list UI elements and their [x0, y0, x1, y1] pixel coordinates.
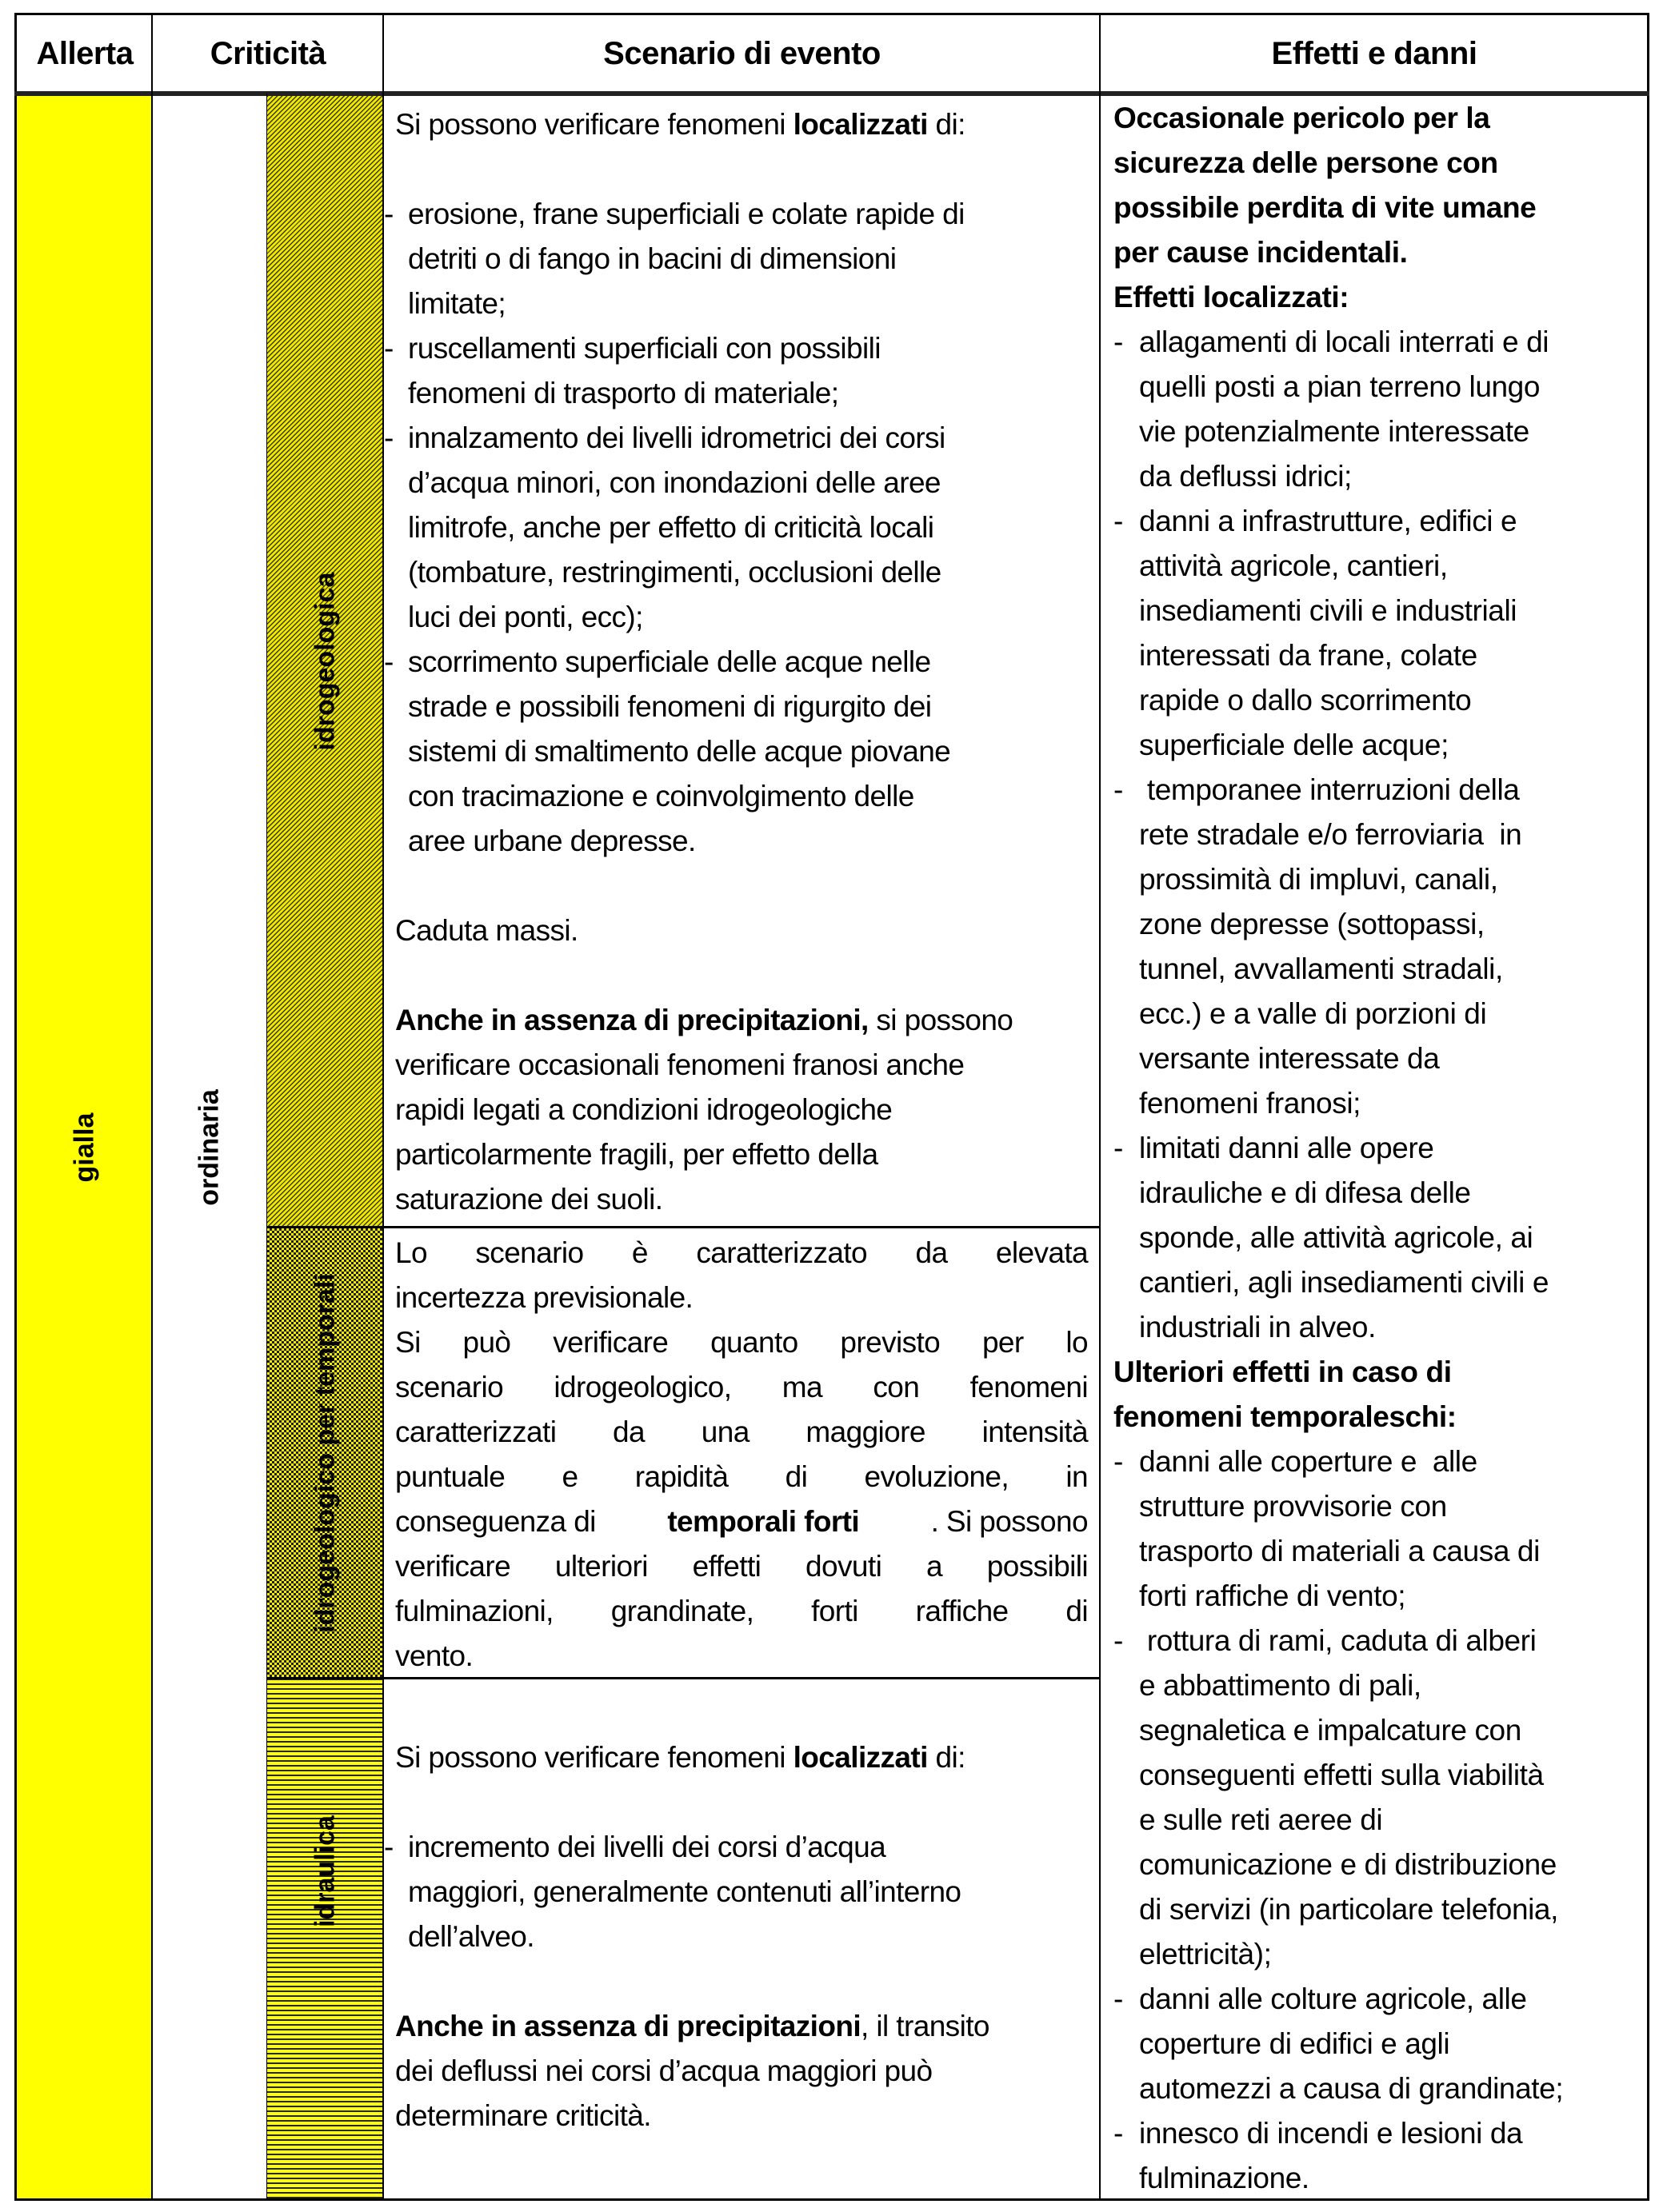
line: puntuale e rapidità di evoluzione, in — [395, 1460, 1088, 1493]
line: fenomeni temporaleschi: — [1113, 1400, 1457, 1433]
text-bold: localizzati — [793, 1741, 928, 1774]
line: maggiori, generalmente contenuti all’interno — [408, 1875, 961, 1908]
line: possibile perdita di vite umane — [1113, 191, 1537, 224]
text: di: — [927, 108, 965, 141]
effetti-bullet — [1113, 1126, 1641, 1350]
line: coperture di edifici e agli — [1139, 2027, 1450, 2060]
text: Si possono verificare fenomeni — [395, 108, 794, 141]
type-label-idraulica: idraulica — [310, 1815, 340, 1928]
scenario-bullet — [384, 1825, 1091, 1959]
line: zone depresse (sottopassi, — [1139, 908, 1485, 940]
line: strutture provvisorie con — [1139, 1490, 1447, 1523]
grid-line — [1099, 13, 1101, 2201]
line: incertezza previsionale. — [395, 1281, 694, 1314]
line: automezzi a causa di grandinate; — [1139, 2072, 1564, 2105]
scenario-temporali — [395, 1231, 1088, 1679]
line: rapidi legati a condizioni idrogeologiche — [395, 1093, 893, 1126]
effetti-column — [1113, 96, 1641, 2201]
bullet-dash: - — [384, 198, 394, 230]
effetti-bullet — [1113, 2111, 1641, 2201]
line: conseguenti effetti sulla viabilità — [1139, 1759, 1544, 1791]
text: di: — [927, 1741, 965, 1774]
type-cell-temporali — [267, 1228, 383, 1677]
bullet-dash: - — [1113, 1132, 1123, 1164]
line: Lo scenario è caratterizzato da elevata — [395, 1236, 1088, 1269]
allerta-cell — [17, 96, 152, 2198]
header-allerta — [17, 15, 153, 92]
line: ruscellamenti superficiali con possibili — [408, 332, 881, 365]
line: tunnel, avvallamenti stradali, — [1139, 952, 1503, 985]
header-scenario — [384, 15, 1100, 92]
scenario-bullet — [384, 326, 1091, 416]
line: dei deflussi nei corsi d’acqua maggiori può — [395, 2054, 933, 2087]
grid-line — [151, 13, 153, 2201]
line: danni alle coperture e alle — [1139, 1445, 1477, 1478]
line: verificare ulteriori effetti dovuti a possibili — [395, 1550, 1088, 1583]
line: dell’alveo. — [408, 1920, 534, 1953]
line: fenomeni di trasporto di materiale; — [408, 377, 839, 409]
allerta-label: gialla — [69, 1112, 99, 1182]
bullet-dash: - — [1113, 325, 1123, 358]
line: superficiale delle acque; — [1139, 729, 1449, 761]
bullet-dash: - — [384, 645, 394, 678]
line: Ulteriori effetti in caso di — [1113, 1356, 1452, 1388]
line: detriti o di fango in bacini di dimensioni — [408, 242, 897, 275]
line: danni alle colture agricole, alle — [1139, 1982, 1527, 2015]
line: fenomeni franosi; — [1139, 1087, 1361, 1120]
line: rapide o dallo scorrimento — [1139, 684, 1472, 717]
bullet-dash: - — [384, 421, 394, 454]
scenario-idraulica — [384, 1735, 1091, 2138]
line: temporanee interruzioni della — [1139, 773, 1520, 806]
line: strade e possibili fenomeni di rigurgito dei — [408, 690, 932, 723]
line: danni a infrastrutture, edifici e — [1139, 505, 1517, 537]
line: forti raffiche di vento; — [1139, 1579, 1406, 1612]
header-criticita — [153, 15, 383, 92]
line: scorrimento superficiale delle acque nelle — [408, 645, 931, 678]
line: comunicazione e di distribuzione — [1139, 1848, 1557, 1881]
bullet-dash: - — [1113, 1445, 1123, 1478]
line: determinare criticità. — [395, 2099, 651, 2132]
effetti-bullet — [1113, 499, 1641, 768]
effetti-bullet — [1113, 768, 1641, 1126]
effetti-bullet — [1113, 1619, 1641, 1977]
line: rottura di rami, caduta di alberi — [1139, 1624, 1537, 1657]
text-bold: localizzati — [793, 108, 928, 141]
line: prossimità di impluvi, canali, — [1139, 863, 1498, 896]
effetti-temporali-heading — [1113, 1350, 1641, 1439]
text-bold: Anche in assenza di precipitazioni, — [395, 1004, 869, 1036]
text: si possono — [868, 1004, 1013, 1036]
text-bold: temporali forti — [667, 1505, 860, 1538]
line: di servizi (in particolare telefonia, — [1139, 1893, 1558, 1926]
bullet-dash: - — [1113, 1982, 1123, 2015]
row-divider — [266, 1226, 1101, 1228]
line: incremento dei livelli dei corsi d’acqua — [408, 1831, 886, 1863]
scenario-idrogeologica — [384, 102, 1091, 1222]
line: particolarmente fragili, per effetto della — [395, 1138, 878, 1171]
bullet-dash: - — [1113, 2117, 1123, 2150]
line: sicurezza delle persone con — [1113, 146, 1498, 179]
scenario-intro — [395, 1735, 1091, 1780]
line: idrauliche e di difesa delle — [1139, 1176, 1471, 1209]
line: sistemi di smaltimento delle acque piovane — [408, 735, 951, 768]
header-effetti-label: Effetti e danni — [1271, 35, 1477, 71]
line: e abbattimento di pali, — [1139, 1669, 1421, 1702]
line: Occasionale pericolo per la — [1113, 102, 1490, 134]
line: Si può verificare quanto previsto per lo — [395, 1326, 1088, 1359]
line: fulminazione. — [1139, 2162, 1309, 2194]
header-allerta-label: Allerta — [36, 35, 134, 71]
line: e sulle reti aeree di — [1139, 1803, 1383, 1836]
line: allagamenti di locali interrati e di — [1139, 325, 1549, 358]
type-cell-idrogeologica — [267, 96, 383, 1226]
line: vento. — [395, 1639, 474, 1672]
line: con tracimazione e coinvolgimento delle — [408, 780, 914, 813]
scenario-bullet — [384, 640, 1091, 864]
grid-line — [266, 94, 267, 2201]
text: Si possono verificare fenomeni — [395, 1741, 794, 1774]
effetti-bullet — [1113, 1439, 1641, 1619]
effetti-intro — [1113, 96, 1641, 275]
line: aree urbane depresse. — [408, 825, 696, 857]
line: innalzamento dei livelli idrometrici dei corsi — [408, 421, 945, 454]
line: trasporto di materiali a causa di — [1139, 1535, 1540, 1567]
bullet-dash: - — [1113, 505, 1123, 537]
anche-paragraph — [395, 2004, 1091, 2049]
line: sponde, alle attività agricole, ai — [1139, 1221, 1533, 1254]
line: innesco di incendi e lesioni da — [1139, 2117, 1523, 2150]
line: luci dei ponti, ecc); — [408, 601, 643, 633]
bullet-dash: - — [384, 332, 394, 365]
line: limitrofe, anche per effetto di criticità locali — [408, 511, 934, 544]
bullet-dash: - — [384, 1831, 394, 1863]
text: . Si possono — [930, 1505, 1088, 1538]
line: limitati danni alle opere — [1139, 1132, 1434, 1164]
text-bold: Anche in assenza di precipitazioni — [395, 2010, 861, 2042]
line: (tombature, restringimenti, occlusioni delle — [408, 556, 941, 589]
line: industriali in alveo. — [1139, 1311, 1376, 1344]
line — [395, 1499, 1088, 1544]
line: saturazione dei suoli. — [395, 1183, 663, 1216]
criticita-label: ordinaria — [194, 1088, 225, 1206]
line: caratterizzati da una maggiore intensità — [395, 1415, 1088, 1448]
scenario-intro — [395, 102, 1091, 147]
line: vie potenzialmente interessate — [1139, 415, 1529, 448]
header-scenario-label: Scenario di evento — [603, 35, 881, 71]
type-label-temporali: idrogeologico per temporali — [310, 1272, 340, 1633]
line: quelli posti a pian terreno lungo — [1139, 370, 1541, 403]
line: elettricità); — [1139, 1938, 1272, 1970]
line: attività agricole, cantieri, — [1139, 549, 1448, 582]
line: segnaletica e impalcature con — [1139, 1714, 1521, 1747]
effetti-localizzati-heading: Effetti localizzati: — [1113, 281, 1349, 313]
text: , il transito — [861, 2010, 989, 2042]
bullet-dash: - — [1113, 1624, 1123, 1657]
line: rete stradale e/o ferroviaria in — [1139, 818, 1522, 851]
line: da deflussi idrici; — [1139, 460, 1352, 493]
line: fulminazioni, grandinate, forti raffiche di — [395, 1595, 1088, 1627]
header-effetti — [1101, 15, 1648, 92]
scenario-bullet — [384, 416, 1091, 640]
line: d’acqua minori, con inondazioni delle aree — [408, 466, 941, 499]
line: verificare occasionali fenomeni franosi anche — [395, 1048, 965, 1081]
line: per cause incidentali. — [1113, 236, 1408, 269]
anche-paragraph — [395, 998, 1091, 1043]
line: insediamenti civili e industriali — [1139, 594, 1517, 627]
line: versante interessate da — [1139, 1042, 1440, 1075]
scenario-bullet — [384, 192, 1091, 326]
type-label-idrogeologica: idrogeologica — [310, 572, 340, 750]
header-criticita-label: Criticità — [210, 35, 326, 71]
text: conseguenza di — [395, 1505, 596, 1538]
caduta-massi-text: Caduta massi. — [395, 914, 578, 947]
effetti-bullet — [1113, 1977, 1641, 2111]
type-cell-idraulica — [267, 1679, 383, 2198]
line: interessati da frane, colate — [1139, 639, 1477, 672]
line: cantieri, agli insediamenti civili e — [1139, 1266, 1549, 1299]
bullet-dash: - — [1113, 773, 1123, 806]
line: scenario idrogeologico, ma con fenomeni — [395, 1371, 1088, 1403]
effetti-bullet — [1113, 320, 1641, 499]
line: limitate; — [408, 287, 506, 320]
line: erosione, frane superficiali e colate rapide di — [408, 198, 965, 230]
line: ecc.) e a valle di porzioni di — [1139, 997, 1487, 1030]
criticita-cell — [153, 96, 266, 2198]
